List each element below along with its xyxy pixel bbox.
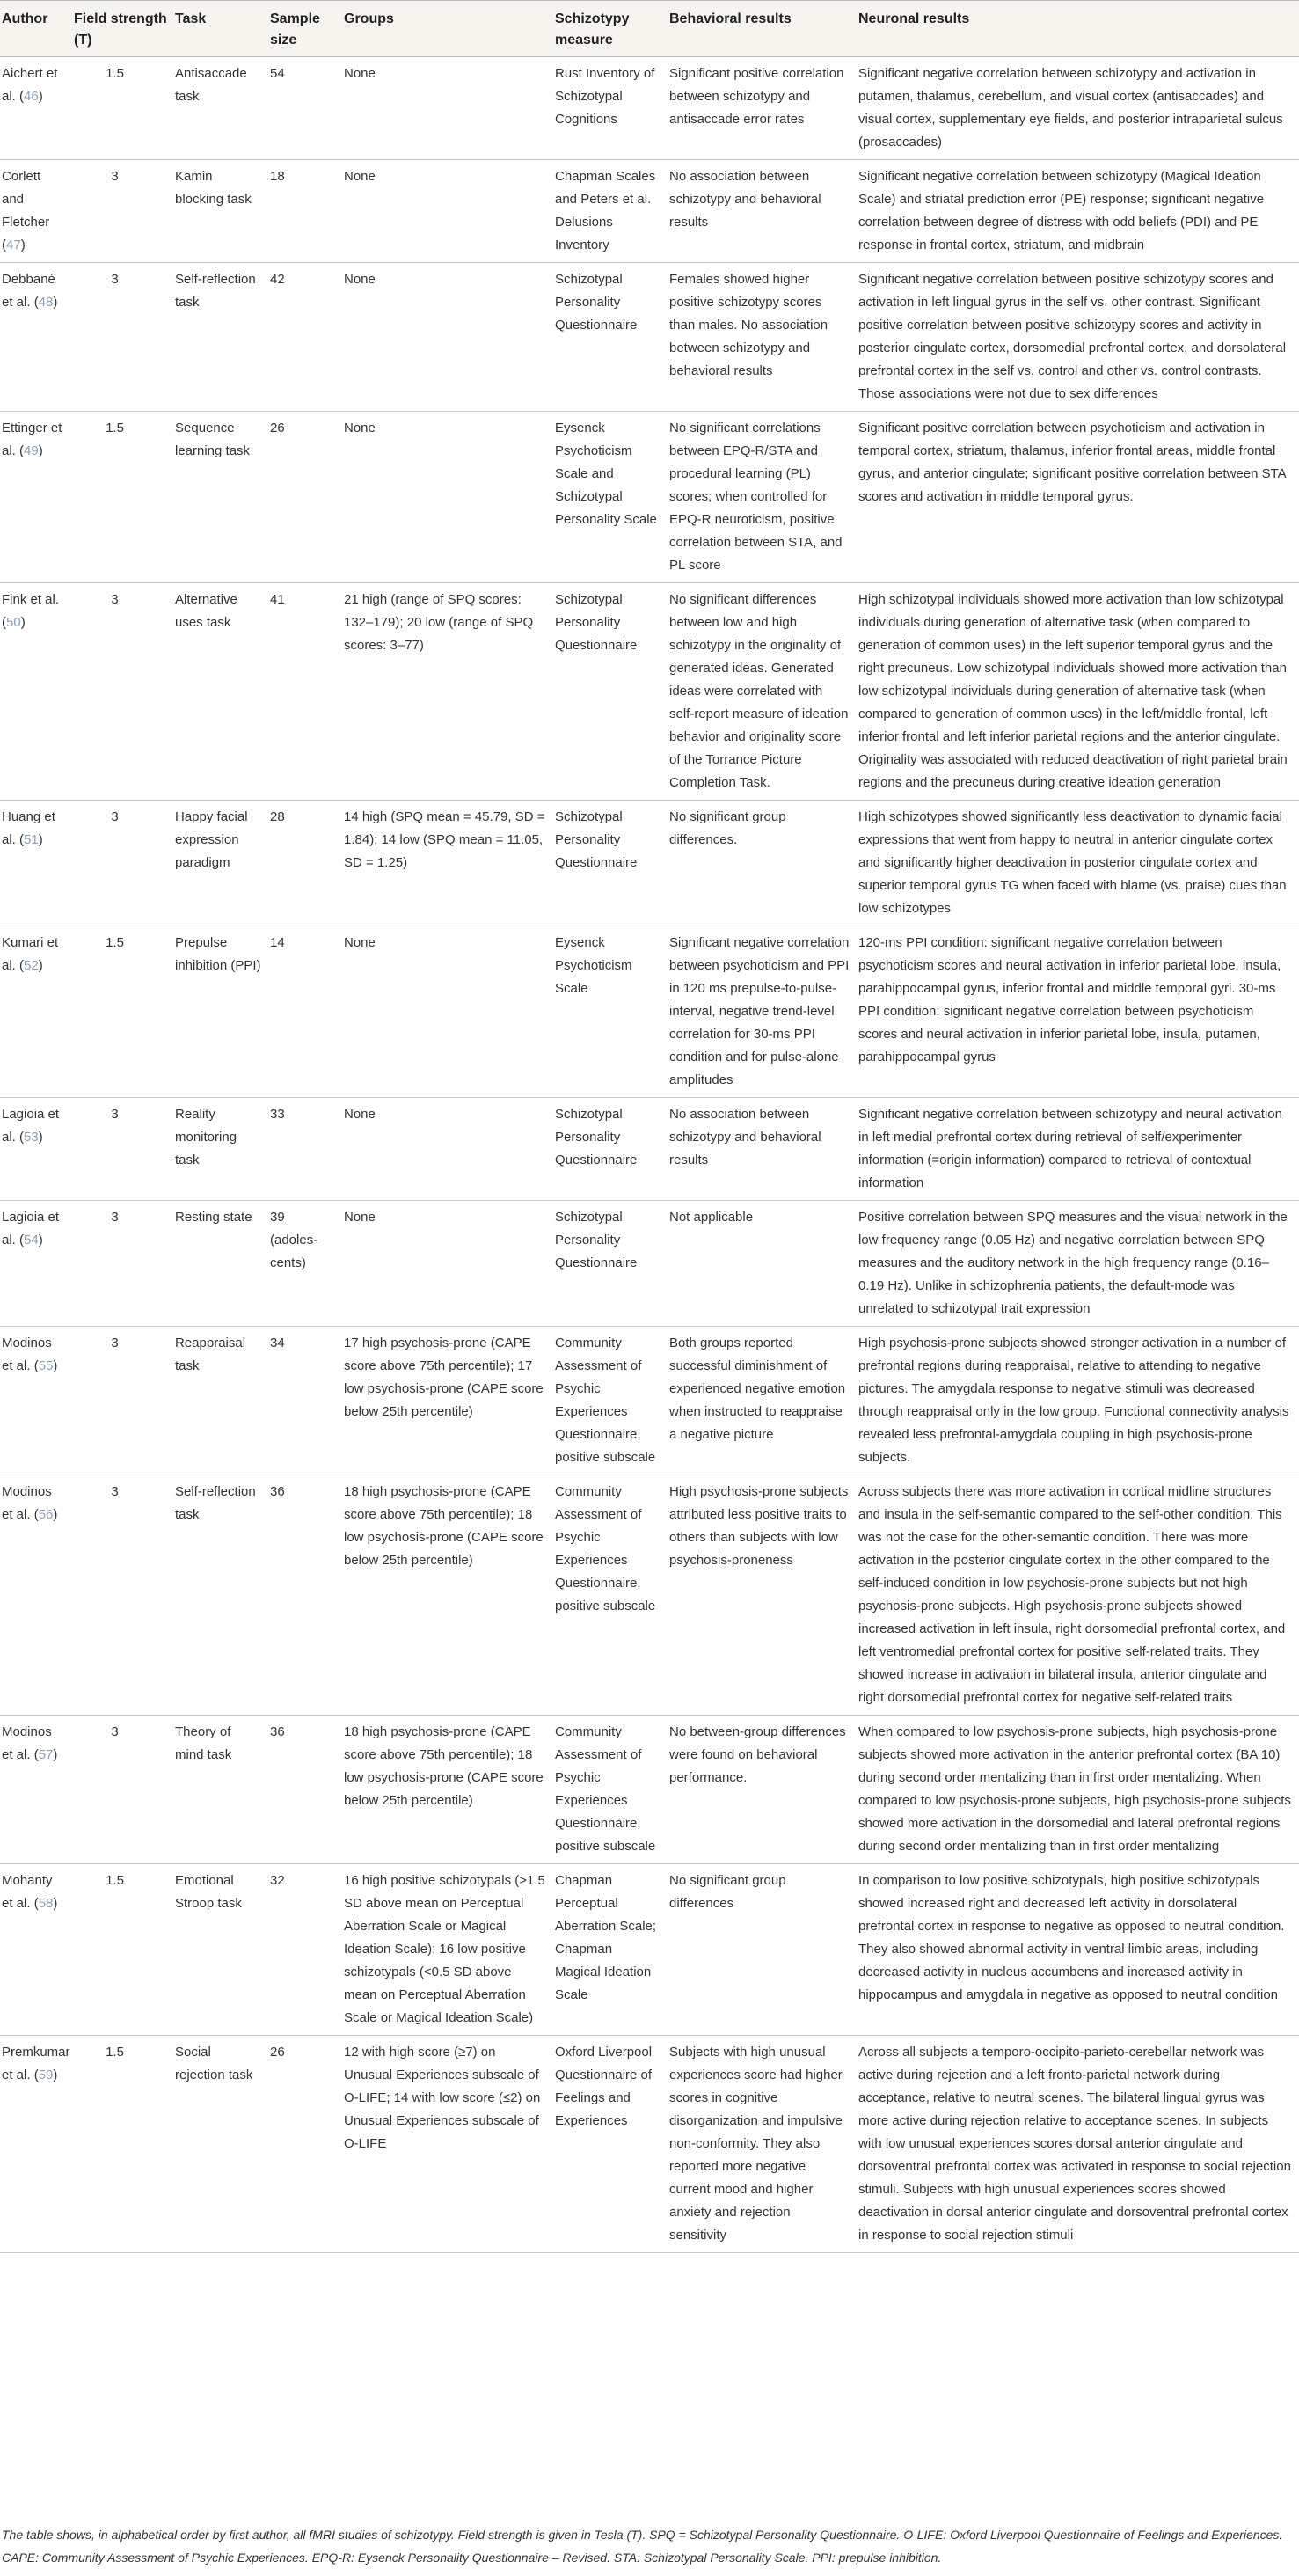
author-name: Mohanty et al. bbox=[2, 1873, 53, 1911]
behavioral-cell: No association between schizotypy and behavioral results bbox=[668, 160, 857, 263]
table-row bbox=[0, 160, 1299, 263]
field-strength-cell: 1.5 bbox=[72, 926, 173, 1098]
measure-cell: Schizotypal Personality Questionnaire bbox=[553, 583, 668, 801]
measure-cell: Schizotypal Personality Questionnaire bbox=[553, 1201, 668, 1327]
header-schizotypy-measure: Schizotypy measure bbox=[553, 1, 668, 57]
author-cell: Aichert et al. (46) bbox=[0, 57, 72, 160]
reference-link[interactable]: 54 bbox=[24, 1233, 39, 1248]
table-row bbox=[0, 57, 1299, 160]
groups-cell: None bbox=[342, 1201, 553, 1327]
task-cell: Happy facial expression paradigm bbox=[173, 801, 268, 926]
author-cell: Kumari et al. (52) bbox=[0, 926, 72, 1098]
sample-size-cell: 34 bbox=[268, 1327, 342, 1475]
header-groups: Groups bbox=[342, 1, 553, 57]
table-footnote: The table shows, in alphabetical order by first author, all fMRI studies of schizotypy. Field strength is given in Tesla (T). SPQ = Schizotypal Personality Questionnaire. O-LIFE: Oxford Liverpool Questionnaire of Feelings and Experiences. CAPE: Community Assessment of Psychic Experiences. EPQ-R: Eysenck Personality Questionnaire – Revised. STA: Schizotypal Personality Scale. PPI: prepulse inhibition. bbox=[2, 2528, 1283, 2565]
reference-link[interactable]: 46 bbox=[24, 89, 39, 104]
author-name: Huang et al. bbox=[2, 809, 55, 847]
table-row bbox=[0, 801, 1299, 926]
reference-link[interactable]: 53 bbox=[24, 1130, 39, 1145]
measure-cell: Eysenck Psychoticism Scale and Schizotypal Personality Scale bbox=[553, 412, 668, 583]
neuronal-cell: Significant negative correlation between schizotypy and neural activation in left medial prefrontal cortex during retrieval of self/experimenter information (=origin information) compared to retrieval of contextual information bbox=[857, 1098, 1299, 1201]
task-cell: Resting state bbox=[173, 1201, 268, 1327]
task-cell: Reality monitoring task bbox=[173, 1098, 268, 1201]
behavioral-cell: No significant correlations between EPQ-R/STA and procedural learning (PL) scores; when controlled for EPQ-R neuroticism, positive correlation between STA, and PL score bbox=[668, 412, 857, 583]
neuronal-cell: High psychosis-prone subjects showed stronger activation in a number of prefrontal regions during reappraisal, relative to attending to negative pictures. The amygdala response to negative stimuli was decreased through reappraisal only in the low group. Functional connectivity analysis revealed less prefrontal-amygdala coupling in high psychosis-prone subjects. bbox=[857, 1327, 1299, 1475]
neuronal-cell: Across all subjects a temporo-occipito-parieto-cerebellar network was active during rejection and a left fronto-parietal network during acceptance, relative to neutral scenes. The bilateral lingual gyrus was more active during rejection relative to acceptance scenes. In subjects with low unusual experiences scores dorsal anterior cingulate and dorsoventral prefrontal cortex was activated in response to social rejection stimuli. Subjects with high unusual experiences scores showed deactivation in dorsal anterior cingulate and dorsoventral prefrontal cortex in response to social rejection stimuli bbox=[857, 2036, 1299, 2253]
author-cell: Modinos et al. (56) bbox=[0, 1475, 72, 1716]
header-neuronal-results: Neuronal results bbox=[857, 1, 1299, 57]
sample-size-cell: 36 bbox=[268, 1716, 342, 1864]
behavioral-cell: Females showed higher positive schizotypy scores than males. No association between schizotypy and behavioral results bbox=[668, 263, 857, 412]
neuronal-cell: Significant negative correlation between schizotypy (Magical Ideation Scale) and striatal prediction error (PE) response; significant negative correlation between degree of distress with odd beliefs (PDI) and PE response in frontal cortex, striatum, and midbrain bbox=[857, 160, 1299, 263]
field-strength-cell: 1.5 bbox=[72, 2036, 173, 2253]
table-row bbox=[0, 1098, 1299, 1201]
groups-cell: None bbox=[342, 1098, 553, 1201]
measure-cell: Community Assessment of Psychic Experiences Questionnaire, positive subscale bbox=[553, 1716, 668, 1864]
reference-link[interactable]: 58 bbox=[38, 1896, 54, 1911]
sample-size-cell: 41 bbox=[268, 583, 342, 801]
author-cell: Modinos et al. (57) bbox=[0, 1716, 72, 1864]
header-sample-size: Sample size bbox=[268, 1, 342, 57]
author-name: Modinos et al. bbox=[2, 1724, 52, 1762]
groups-cell: 14 high (SPQ mean = 45.79, SD = 1.84); 14 low (SPQ mean = 11.05, SD = 1.25) bbox=[342, 801, 553, 926]
task-cell: Theory of mind task bbox=[173, 1716, 268, 1864]
table-row bbox=[0, 1327, 1299, 1475]
groups-cell: None bbox=[342, 160, 553, 263]
measure-cell: Schizotypal Personality Questionnaire bbox=[553, 801, 668, 926]
neuronal-cell: In comparison to low positive schizotypals, high positive schizotypals showed increased right and decreased left activity in dorsolateral prefrontal cortex in response to negative as opposed to neutral condition. They also showed abnormal activity in ventral limbic areas, including decreased activity in nucleus accumbens and increased activity in hippocampus and amygdala in negative as opposed to neutral condition bbox=[857, 1864, 1299, 2036]
task-cell: Sequence learning task bbox=[173, 412, 268, 583]
behavioral-cell: Significant negative correlation between psychoticism and PPI in 120 ms prepulse-to-pulse-interval, negative trend-level correlation for 30-ms PPI condition and for pulse-alone amplitudes bbox=[668, 926, 857, 1098]
author-name: Fink et al. bbox=[2, 592, 60, 607]
reference-link[interactable]: 52 bbox=[24, 958, 39, 973]
field-strength-cell: 3 bbox=[72, 263, 173, 412]
neuronal-cell: When compared to low psychosis-prone subjects, high psychosis-prone subjects showed more activation in the anterior prefrontal cortex (BA 10) during second order mentalizing than in first order mentalizing. When compared to low psychosis-prone subjects, high psychosis-prone subjects showed more activation in the dorsomedial and lateral prefrontal regions during second order mentalizing than in first order mentalizing bbox=[857, 1716, 1299, 1864]
table-row bbox=[0, 583, 1299, 801]
measure-cell: Eysenck Psychoticism Scale bbox=[553, 926, 668, 1098]
reference-link[interactable]: 57 bbox=[38, 1747, 54, 1762]
reference-link[interactable]: 56 bbox=[38, 1507, 54, 1522]
behavioral-cell: No significant differences between low and high schizotypy in the originality of generated ideas. Generated ideas were correlated with self-report measure of ideation behavior and originality score of the Torrance Picture Completion Task. bbox=[668, 583, 857, 801]
measure-cell: Chapman Scales and Peters et al. Delusions Inventory bbox=[553, 160, 668, 263]
author-cell: Lagioia et al. (54) bbox=[0, 1201, 72, 1327]
task-cell: Prepulse inhibition (PPI) bbox=[173, 926, 268, 1098]
author-cell: Mohanty et al. (58) bbox=[0, 1864, 72, 2036]
sample-size-cell: 32 bbox=[268, 1864, 342, 2036]
sample-size-cell: 28 bbox=[268, 801, 342, 926]
measure-cell: Community Assessment of Psychic Experiences Questionnaire, positive subscale bbox=[553, 1475, 668, 1716]
behavioral-cell: No significant group differences bbox=[668, 1864, 857, 2036]
author-name: Modinos et al. bbox=[2, 1484, 52, 1522]
reference-link[interactable]: 47 bbox=[6, 238, 21, 252]
task-cell: Social rejection task bbox=[173, 2036, 268, 2253]
table-row bbox=[0, 926, 1299, 1098]
field-strength-cell: 3 bbox=[72, 1201, 173, 1327]
field-strength-cell: 3 bbox=[72, 160, 173, 263]
behavioral-cell: Subjects with high unusual experiences score had higher scores in cognitive disorganization and impulsive non-conformity. They also reported more negative current mood and higher anxiety and rejection sensitivity bbox=[668, 2036, 857, 2253]
measure-cell: Schizotypal Personality Questionnaire bbox=[553, 1098, 668, 1201]
groups-cell: None bbox=[342, 263, 553, 412]
sample-size-cell: 42 bbox=[268, 263, 342, 412]
reference-link[interactable]: 51 bbox=[24, 832, 39, 847]
task-cell: Alternative uses task bbox=[173, 583, 268, 801]
task-cell: Self-reflection task bbox=[173, 1475, 268, 1716]
field-strength-cell: 1.5 bbox=[72, 1864, 173, 2036]
author-name: Lagioia et al. bbox=[2, 1210, 60, 1248]
measure-cell: Schizotypal Personality Questionnaire bbox=[553, 263, 668, 412]
table-row bbox=[0, 412, 1299, 583]
table-row bbox=[0, 2036, 1299, 2253]
neuronal-cell: Across subjects there was more activation in cortical midline structures and insula in the self-semantic compared to the self-other condition. This was not the case for the other-semantic condition. There was more activation in the posterior cingulate cortex in the other compared to the self-induced condition in low psychosis-prone subjects but not high psychosis-prone subjects. High psychosis-prone subjects showed increased activation in left insula, right dorsomedial prefrontal cortex, and left ventromedial prefrontal cortex for positive self-related traits. They showed increase in activation in bilateral insula, anterior cingulate and right dorsomedial prefrontal cortex for negative self-related traits bbox=[857, 1475, 1299, 1716]
measure-cell: Rust Inventory of Schizotypal Cognitions bbox=[553, 57, 668, 160]
sample-size-cell: 18 bbox=[268, 160, 342, 263]
reference-link[interactable]: 48 bbox=[38, 295, 54, 310]
neuronal-cell: Significant positive correlation between psychoticism and activation in temporal cortex, striatum, thalamus, inferior frontal areas, middle frontal gyrus, and anterior cingulate; significant positive correlation between STA scores and activation in middle temporal gyrus. bbox=[857, 412, 1299, 583]
behavioral-cell: Both groups reported successful diminishment of experienced negative emotion when instructed to reappraise a negative picture bbox=[668, 1327, 857, 1475]
task-cell: Emotional Stroop task bbox=[173, 1864, 268, 2036]
sample-size-cell: 39 (adoles-cents) bbox=[268, 1201, 342, 1327]
task-cell: Antisaccade task bbox=[173, 57, 268, 160]
neuronal-cell: High schizotypes showed significantly less deactivation to dynamic facial expressions that went from happy to neutral in anterior cingulate cortex and significantly higher deactivation in posterior cingulate cortex and superior temporal gyrus TG when faced with blame (vs. praise) cues than low schizotypes bbox=[857, 801, 1299, 926]
groups-cell: None bbox=[342, 57, 553, 160]
author-name: Premkumar et al. bbox=[2, 2045, 70, 2082]
table-body bbox=[0, 57, 1299, 2253]
table-row bbox=[0, 1716, 1299, 1864]
neuronal-cell: Positive correlation between SPQ measures and the visual network in the low frequency range (0.05 Hz) and negative correlation between SPQ measures and the auditory network in the high frequency range (0.16–0.19 Hz). Unlike in schizophrenia patients, the default-mode was unrelated to schizotypal trait expression bbox=[857, 1201, 1299, 1327]
author-cell: Modinos et al. (55) bbox=[0, 1327, 72, 1475]
header-field-strength: Field strength (T) bbox=[72, 1, 173, 57]
groups-cell: 18 high psychosis-prone (CAPE score above 75th percentile); 18 low psychosis-prone (CAPE score below 25th percentile) bbox=[342, 1716, 553, 1864]
measure-cell: Community Assessment of Psychic Experiences Questionnaire, positive subscale bbox=[553, 1327, 668, 1475]
sample-size-cell: 36 bbox=[268, 1475, 342, 1716]
neuronal-cell: High schizotypal individuals showed more activation than low schizotypal individuals during generation of alternative task (when compared to generation of common uses) in the left superior temporal gyrus and the right precuneus. Low schizotypal individuals showed more activation than low schizotypal individuals during generation of alternative task (when compared to generation of common uses) in the left/middle frontal, left inferior frontal and left inferior parietal regions and the anterior cingulate. Originality was associated with reduced deactivation of right parietal brain regions and the precuneus during creative ideation generation bbox=[857, 583, 1299, 801]
reference-link[interactable]: 50 bbox=[6, 615, 21, 630]
header-author: Author bbox=[0, 1, 72, 57]
field-strength-cell: 3 bbox=[72, 1098, 173, 1201]
header-task: Task bbox=[173, 1, 268, 57]
neuronal-cell: Significant negative correlation between schizotypy and activation in putamen, thalamus, cerebellum, and visual cortex (antisaccades) and visual cortex, supplementary eye fields, and posterior intraparietal sulcus (prosaccades) bbox=[857, 57, 1299, 160]
table-row bbox=[0, 1475, 1299, 1716]
behavioral-cell: No association between schizotypy and behavioral results bbox=[668, 1098, 857, 1201]
neuronal-cell: Significant negative correlation between positive schizotypy scores and activation in left lingual gyrus in the self vs. other contrast. Significant positive correlation between positive schizotypy scores and activity in posterior cingulate cortex, dorsomedial prefrontal cortex, and dorsolateral prefrontal cortex in the self vs. control and other vs. control contrasts. Those associations were not due to sex differences bbox=[857, 263, 1299, 412]
author-name: Aichert et al. bbox=[2, 66, 58, 104]
field-strength-cell: 3 bbox=[72, 1327, 173, 1475]
sample-size-cell: 26 bbox=[268, 412, 342, 583]
groups-cell: 18 high psychosis-prone (CAPE score above 75th percentile); 18 low psychosis-prone (CAPE score below 25th percentile) bbox=[342, 1475, 553, 1716]
author-cell: Huang et al. (51) bbox=[0, 801, 72, 926]
author-cell: Ettinger et al. (49) bbox=[0, 412, 72, 583]
author-cell: Debbané et al. (48) bbox=[0, 263, 72, 412]
task-cell: Kamin blocking task bbox=[173, 160, 268, 263]
reference-link[interactable]: 55 bbox=[38, 1358, 54, 1373]
behavioral-cell: High psychosis-prone subjects attributed less positive traits to others than subjects with low psychosis-proneness bbox=[668, 1475, 857, 1716]
sample-size-cell: 26 bbox=[268, 2036, 342, 2253]
table-row bbox=[0, 1864, 1299, 2036]
table-header bbox=[0, 1, 1299, 57]
groups-cell: None bbox=[342, 926, 553, 1098]
author-name: Ettinger et al. bbox=[2, 421, 62, 458]
field-strength-cell: 3 bbox=[72, 583, 173, 801]
groups-cell: 21 high (range of SPQ scores: 132–179); 20 low (range of SPQ scores: 3–77) bbox=[342, 583, 553, 801]
header-behavioral-results: Behavioral results bbox=[668, 1, 857, 57]
groups-cell: 16 high positive schizotypals (>1.5 SD above mean on Perceptual Aberration Scale or Magical Ideation Scale); 16 low positive schizotypals (<0.5 SD above mean on Perceptual Aberration Scale or Magical Ideation Scale) bbox=[342, 1864, 553, 2036]
header-row bbox=[0, 1, 1299, 57]
reference-link[interactable]: 59 bbox=[38, 2067, 54, 2082]
author-name: Debbané et al. bbox=[2, 272, 55, 310]
author-cell: Fink et al. (50) bbox=[0, 583, 72, 801]
sample-size-cell: 14 bbox=[268, 926, 342, 1098]
behavioral-cell: No between-group differences were found on behavioral performance. bbox=[668, 1716, 857, 1864]
field-strength-cell: 1.5 bbox=[72, 412, 173, 583]
sample-size-cell: 33 bbox=[268, 1098, 342, 1201]
author-name: Kumari et al. bbox=[2, 935, 59, 973]
author-name: Lagioia et al. bbox=[2, 1107, 60, 1145]
behavioral-cell: No significant group differences. bbox=[668, 801, 857, 926]
field-strength-cell: 3 bbox=[72, 1475, 173, 1716]
measure-cell: Oxford Liverpool Questionnaire of Feelings and Experiences bbox=[553, 2036, 668, 2253]
author-cell: Corlett and Fletcher (47) bbox=[0, 160, 72, 263]
author-name: Modinos et al. bbox=[2, 1336, 52, 1373]
behavioral-cell: Significant positive correlation between schizotypy and antisaccade error rates bbox=[668, 57, 857, 160]
task-cell: Reappraisal task bbox=[173, 1327, 268, 1475]
field-strength-cell: 1.5 bbox=[72, 57, 173, 160]
task-cell: Self-reflection task bbox=[173, 263, 268, 412]
groups-cell: 17 high psychosis-prone (CAPE score above 75th percentile); 17 low psychosis-prone (CAPE score below 25th percentile) bbox=[342, 1327, 553, 1475]
reference-link[interactable]: 49 bbox=[24, 443, 39, 458]
table-row bbox=[0, 1201, 1299, 1327]
neuronal-cell: 120-ms PPI condition: significant negative correlation between psychoticism scores and neural activation in inferior parietal lobe, insula, parahippocampal gyrus, inferior frontal and middle temporal gyri. 30-ms PPI condition: significant negative correlation between psychoticism scores and neural activation in inferior parietal lobe, insula, putamen, parahippocampal gyrus bbox=[857, 926, 1299, 1098]
author-name: Corlett and Fletcher bbox=[2, 169, 50, 230]
behavioral-cell: Not applicable bbox=[668, 1201, 857, 1327]
sample-size-cell: 54 bbox=[268, 57, 342, 160]
field-strength-cell: 3 bbox=[72, 801, 173, 926]
measure-cell: Chapman Perceptual Aberration Scale; Chapman Magical Ideation Scale bbox=[553, 1864, 668, 2036]
table-row bbox=[0, 263, 1299, 412]
groups-cell: None bbox=[342, 412, 553, 583]
author-cell: Lagioia et al. (53) bbox=[0, 1098, 72, 1201]
field-strength-cell: 3 bbox=[72, 1716, 173, 1864]
groups-cell: 12 with high score (≥7) on Unusual Experiences subscale of O-LIFE; 14 with low score (≤2) on Unusual Experiences subscale of O-LIFE bbox=[342, 2036, 553, 2253]
author-cell: Premkumar et al. (59) bbox=[0, 2036, 72, 2253]
